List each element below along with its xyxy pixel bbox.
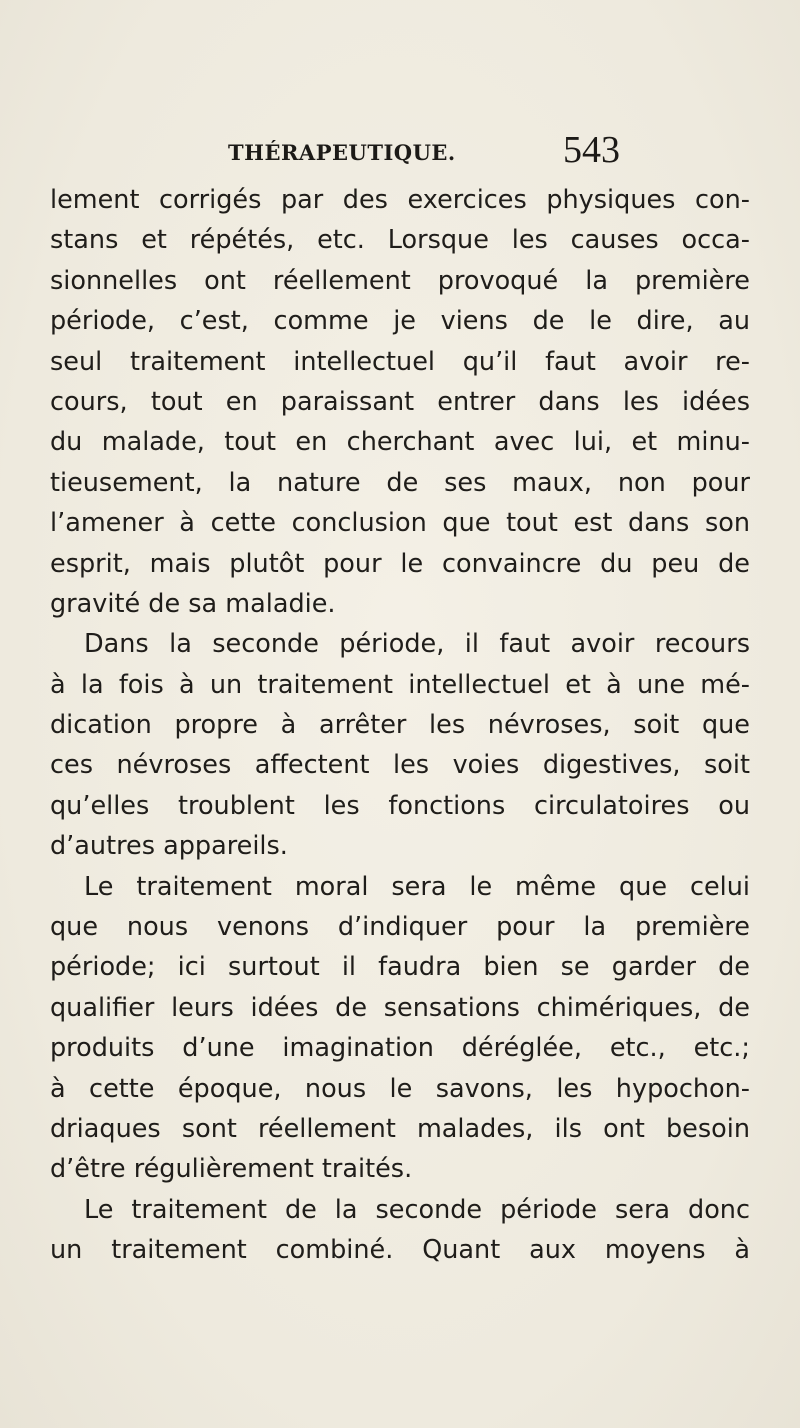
running-head: THÉRAPEUTIQUE. (228, 140, 456, 165)
text-line: l’amener à cette conclusion que tout est dans son (50, 508, 750, 539)
page-header (228, 128, 668, 178)
text-line: un traitement combiné. Quant aux moyens à (50, 1235, 750, 1266)
text-line: à cette époque, nous le savons, les hypochon- (50, 1073, 750, 1104)
text-line: à la fois à un traitement intellectuel et à une mé- (50, 669, 750, 700)
text-line: esprit, mais plutôt pour le convaincre du peu de (50, 548, 750, 579)
text-line: gravité de sa maladie. (50, 588, 336, 619)
paragraph-start-line: Le traitement de la seconde période sera donc (84, 1194, 750, 1225)
page-number: 543 (563, 129, 620, 171)
paragraph-start-line: Dans la seconde période, il faut avoir recours (84, 629, 750, 660)
text-line: produits d’une imagination déréglée, etc., etc.; (50, 1033, 750, 1064)
text-line: période; ici surtout il faudra bien se garder de (50, 952, 750, 983)
text-line: sionnelles ont réellement provoqué la première (50, 265, 750, 296)
text-line: d’autres appareils. (50, 831, 288, 862)
text-line: période, c’est, comme je viens de le dire, au (50, 306, 750, 337)
paragraph-start-line: Le traitement moral sera le même que celui (84, 871, 750, 902)
text-line: dication propre à arrêter les névroses, soit que (50, 710, 750, 741)
body-text (50, 180, 750, 1271)
text-line: seul traitement intellectuel qu’il faut avoir re- (50, 346, 750, 377)
text-line: tieusement, la nature de ses maux, non pour (50, 467, 750, 498)
text-line: qu’elles troublent les fonctions circulatoires ou (50, 790, 750, 821)
text-line: qualifier leurs idées de sensations chimériques, de (50, 992, 750, 1023)
text-line: driaques sont réellement malades, ils ont besoin (50, 1113, 750, 1144)
text-line: lement corrigés par des exercices physiques con- (50, 185, 750, 215)
text-line: ces névroses affectent les voies digestives, soit (50, 750, 750, 781)
text-line: d’être régulièrement traités. (50, 1154, 413, 1185)
text-line: du malade, tout en cherchant avec lui, et minu- (50, 427, 750, 458)
text-line: que nous venons d’indiquer pour la première (50, 912, 750, 943)
text-line: stans et répétés, etc. Lorsque les causes occa- (50, 225, 750, 256)
text-line: cours, tout en paraissant entrer dans les idées (50, 386, 750, 417)
